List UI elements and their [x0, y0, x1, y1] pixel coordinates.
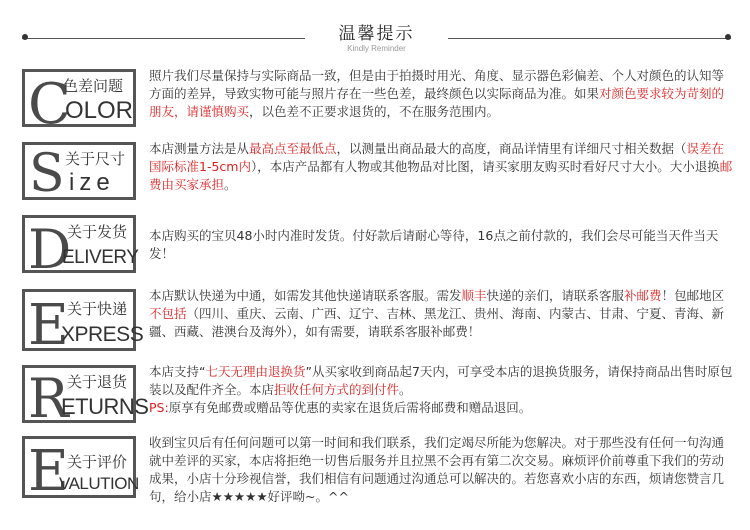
evaluation-description — [149, 434, 734, 506]
text-highlight: PS: — [149, 400, 169, 415]
badge-big-letter: C — [28, 72, 71, 137]
badge-english-label: ELIVERY — [62, 247, 139, 268]
text-segment: 本店测量方法是从 — [149, 141, 250, 156]
express-badge — [22, 289, 144, 358]
text-segment: 收到宝贝后有任何问题可以第一时间和我们联系，我们定竭尽所能为您解决。对于那些没有任何一句沟通就中差评的买家，本店将拒绝一切售后服务并且拉黑不会再有第二次交易。麻烦评价前尊重下我们的劳动成果，小店十分珍视信誉，我们相信有问题通过沟通总可以解决的。若您喜欢小店的东西，烦请您赞言几句，给小店★★★★★好评呦~。^^ — [149, 435, 725, 504]
text-segment: ”从买家收到商品起7天内，可享受本店的退换货服务，请保持商品出售时原包装以及配件齐全。本店 — [149, 364, 733, 397]
color-badge — [22, 69, 136, 137]
evaluation-badge — [22, 436, 139, 504]
badge-big-letter: E — [28, 293, 69, 358]
returns-description — [149, 363, 734, 417]
text-segment: 本店支持“ — [149, 364, 206, 379]
header-line-left — [22, 38, 305, 39]
header-dot-right — [725, 34, 731, 40]
text-segment: ，以测量出商品最大的高度，商品详情里有详细尺寸相关数据（ — [336, 141, 687, 156]
express-description — [149, 287, 734, 341]
page-subtitle: Kindly Reminder — [347, 44, 406, 53]
page-title: 温馨提示 — [338, 24, 415, 44]
badge-english-label: ETURNS — [61, 394, 149, 419]
header-dot-left — [22, 34, 28, 40]
text-highlight: 拒收任何方式的到付件 — [274, 382, 400, 397]
header — [0, 0, 750, 62]
text-segment: ，以色差不正要求退货的，不在服务范围内。 — [249, 104, 500, 119]
badge-big-letter: R — [28, 367, 69, 430]
delivery-description — [149, 227, 734, 263]
header-line-right — [448, 38, 731, 39]
text-highlight: 对颜色要求较为苛刻的朋友，请谨慎购买 — [149, 86, 725, 119]
badge-big-letter: D — [28, 218, 72, 281]
text-segment: 本店默认快递为中通，如需发其他快递请联系客服。需发 — [149, 288, 462, 303]
badge-chinese-label: 关于尺寸 — [65, 150, 126, 168]
text-segment: 本店购买的宝贝48小时内准时发货。付好款后请耐心等待，16点之前付款的，我们会尽可能当天件当天发！ — [149, 228, 719, 261]
delivery-badge — [22, 215, 139, 281]
badge-big-letter: E — [28, 439, 69, 504]
text-segment: 原享有免邮费或赠品等优惠的卖家在退货后需将邮费和赠品退回。 — [168, 400, 532, 415]
badge-english-label: ize — [69, 169, 115, 196]
text-highlight: 邮费由买家承担 — [149, 159, 733, 192]
badge-chinese-label: 关于评价 — [67, 453, 128, 471]
text-segment: 快递的亲们，请联系客服 — [486, 288, 625, 303]
text-highlight: 不包括 — [149, 306, 187, 321]
text-segment: 。 — [224, 177, 237, 192]
badge-english-label: XPRESS — [61, 323, 144, 346]
text-highlight: 顺丰 — [461, 288, 487, 303]
text-highlight: 最高点至最低点 — [249, 141, 337, 156]
text-highlight: 七天无理由退换货 — [205, 364, 306, 379]
text-segment: ！包邮地区 — [661, 288, 725, 303]
text-highlight: 补邮费 — [624, 288, 662, 303]
badge-big-letter: S — [29, 144, 65, 204]
badge-chinese-label: 关于退货 — [67, 373, 128, 391]
badge-english-label: OLOR — [65, 97, 134, 124]
size-badge — [22, 142, 136, 204]
returns-badge — [22, 365, 149, 430]
text-highlight: 误差在国际标准1-5cm内 — [149, 141, 725, 174]
badge-chinese-label: 关于发货 — [67, 223, 128, 241]
size-description — [149, 140, 734, 194]
badge-english-label: VALUTION — [59, 474, 139, 493]
badge-chinese-label: 关于快递 — [67, 300, 128, 318]
badge-chinese-label: 色差问题 — [63, 77, 124, 95]
color-description — [149, 67, 734, 121]
text-segment: （四川、重庆、云南、广西、辽宁、吉林、黑龙江、贵州、海南、内蒙古、甘肃、宁夏、青海、新疆、西藏、港澳台及海外），如有需要，请联系客服补邮费！ — [149, 306, 725, 339]
text-segment: 。 — [399, 382, 412, 397]
text-segment: 照片我们尽量保持与实际商品一致，但是由于拍摄时用光、角度、显示器色彩偏差、个人对颜色的认知等方面的差异，导致实物可能与照片存在一些色差，最终颜色以实际商品为准。如果 — [149, 68, 725, 101]
text-segment: ），本店产品都有人物或其他物品对比图，请买家朋友购买时看好尺寸大小。大小退换 — [250, 159, 720, 174]
